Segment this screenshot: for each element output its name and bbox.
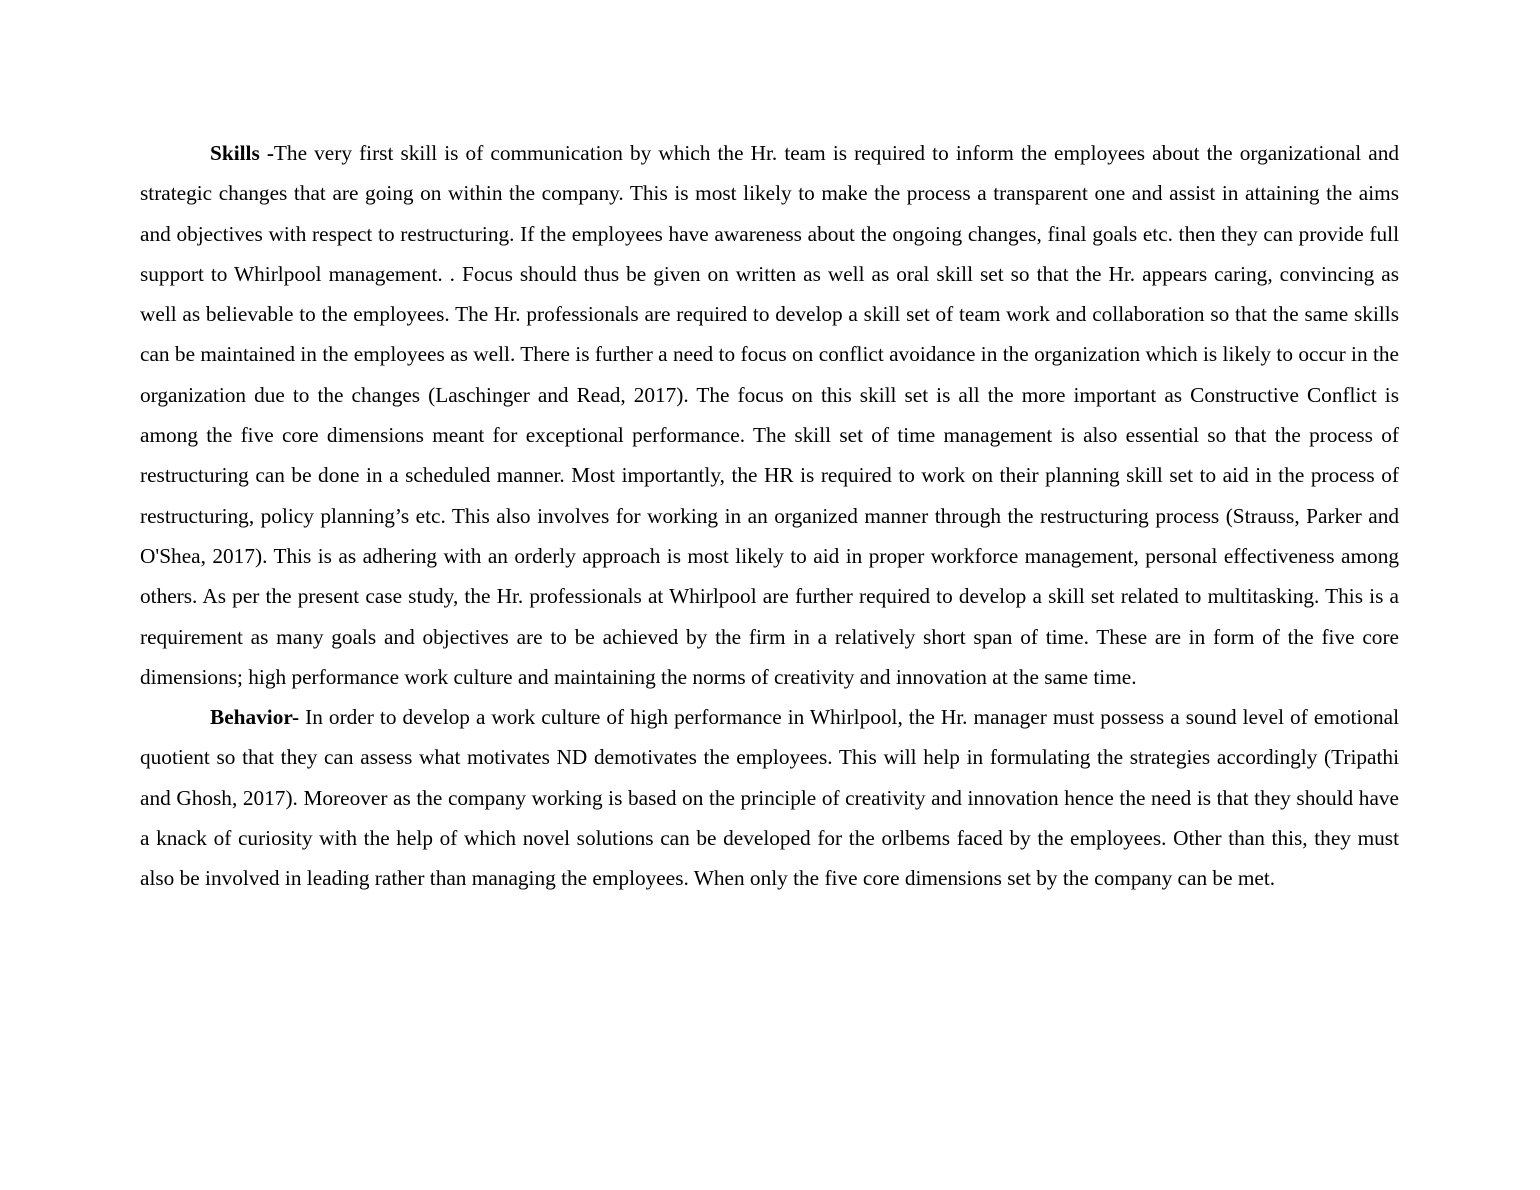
document-body: [140, 133, 1399, 899]
skills-paragraph: [140, 133, 1399, 697]
skills-text: The very first skill is of communication by which the Hr. team is required to inform the employees about the organizational and strategic changes that are going on within the company. This is most likely to make the process a transparent one and assist in attaining the aims and objectives with respect to restructuring. If the employees have awareness about the ongoing changes, final goals etc. then they can provide full support to Whirlpool management. . Focus should thus be given on written as well as oral skill set so that the Hr. appears caring, convincing as well as believable to the employees. The Hr. professionals are required to develop a skill set of team work and collaboration so that the same skills can be maintained in the employees as well. There is further a need to focus on conflict avoidance in the organization which is likely to occur in the organization due to the changes (Laschinger and Read, 2017). The focus on this skill set is all the more important as Constructive Conflict is among the five core dimensions meant for exceptional performance. The skill set of time management is also essential so that the process of restructuring can be done in a scheduled manner. Most importantly, the HR is required to work on their planning skill set to aid in the process of restructuring, policy planning’s etc. This also involves for working in an organized manner through the restructuring process (Strauss, Parker and O'Shea, 2017). This is as adhering with an orderly approach is most likely to aid in proper workforce management, personal effectiveness among others. As per the present case study, the Hr. professionals at Whirlpool are further required to develop a skill set related to multitasking. This is a requirement as many goals and objectives are to be achieved by the firm in a relatively short span of time. These are in form of the five core dimensions; high performance work culture and maintaining the norms of creativity and innovation at the same time.: [140, 141, 1399, 689]
behavior-heading: Behavior-: [210, 705, 300, 730]
behavior-paragraph: [140, 697, 1399, 898]
skills-heading: Skills -: [210, 141, 274, 165]
behavior-text: In order to develop a work culture of high performance in Whirlpool, the Hr. manager must possess a sound level of emotional quotient so that they can assess what motivates ND demotivates the employees. This will help in formulating the strategies accordingly (Tripathi and Ghosh, 2017). Moreover as the company working is based on the principle of creativity and innovation hence the need is that they should have a knack of curiosity with the help of which novel solutions can be developed for the orlbems faced by the employees. Other than this, they must also be involved in leading rather than managing the employees. When only the five core dimensions set by the company can be met.: [140, 705, 1399, 891]
